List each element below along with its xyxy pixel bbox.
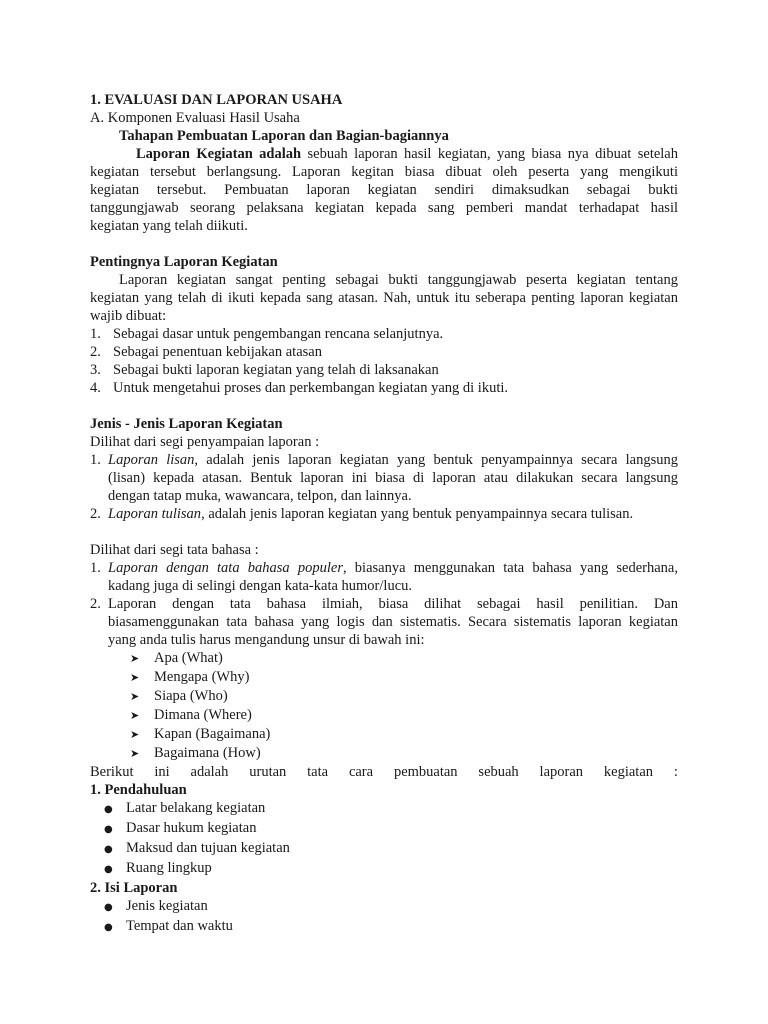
ilmiah-line-2: biasamenggunakan tata bahasa yang logis dan sistematis. Secara sistematis laporan kegiatan <box>108 614 678 630</box>
intro-line-5: kegiatan yang telah diikuti. <box>90 218 248 234</box>
tahapan-heading: Tahapan Pembuatan Laporan dan Bagian-bagiannya <box>119 128 449 144</box>
list-text: Latar belakang kegiatan <box>126 800 266 816</box>
list-item <box>90 379 678 397</box>
list-text: Sebagai bukti laporan kegiatan yang telah di laksanakan <box>113 362 439 378</box>
lisan-line-3: dengan tatap muka, wawancara, telpon, dan lainnya. <box>108 488 412 504</box>
list-text: Tempat dan waktu <box>126 918 233 934</box>
urutan-word: laporan <box>539 764 584 780</box>
list-item <box>104 859 678 879</box>
list-item <box>130 725 678 744</box>
bullet-icon: ● <box>104 824 113 835</box>
pendahuluan-list <box>104 799 678 879</box>
list-item <box>130 668 678 687</box>
isi-list <box>104 897 678 937</box>
list-number: 3. <box>90 362 101 378</box>
jenis-heading: Jenis - Jenis Laporan Kegiatan <box>90 416 283 432</box>
urutan-word: tata <box>307 764 329 780</box>
list-item <box>130 706 678 725</box>
pentingnya-line-2: kegiatan yang telah di ikuti kepada sang atasan. Nah, untuk itu seberapa penting laporan kegiatan <box>90 290 678 306</box>
intro-line-4: tanggungjawab seorang pelaksana kegiatan kepada sang pemberi mandat terhadapat hasil <box>90 200 678 216</box>
list-item <box>104 819 678 839</box>
arrow-bullet-icon: ➤ <box>130 747 140 760</box>
list-text: Dasar hukum kegiatan <box>126 820 257 836</box>
subsection-heading: A. Komponen Evaluasi Hasil Usaha <box>90 110 300 126</box>
list-text: Ruang lingkup <box>126 860 212 876</box>
intro-line-2: kegiatan tersebut berlangsung. Laporan kegitan biasa dibuat oleh peserta yang mengikuti <box>90 164 678 180</box>
lisan-line-2: (lisan) kepada atasan. Bentuk laporan ini biasa di laporan atau dilakukan secara langsung <box>108 470 678 486</box>
lisan-line-1-text: , adalah jenis laporan kegiatan yang bentuk penyampainnya secara langsung <box>194 452 678 468</box>
list-item <box>104 839 678 859</box>
ilmiah-line-3: yang anda tulis harus mengandung unsur di bawah ini: <box>108 632 425 648</box>
urutan-word: pembuatan <box>393 764 458 780</box>
list-number: 2. <box>90 506 101 522</box>
list-number: 2. <box>90 596 101 612</box>
document-title: 1. EVALUASI DAN LAPORAN USAHA <box>90 92 343 108</box>
list-number: 1. <box>90 452 101 468</box>
intro-term: Laporan Kegiatan adalah <box>136 146 302 162</box>
intro-line-1-text: sebuah laporan hasil kegiatan, yang biasa nya dibuat setelah <box>301 146 678 162</box>
bullet-icon: ● <box>104 844 113 855</box>
populer-line-1 <box>108 559 678 577</box>
bullet-icon: ● <box>104 864 113 875</box>
list-text: Mengapa (Why) <box>154 669 250 685</box>
list-item <box>90 343 678 361</box>
intro-line-1 <box>90 145 678 163</box>
list-item <box>130 744 678 763</box>
list-text: Siapa (Who) <box>154 688 228 704</box>
bahasa-item-ilmiah <box>90 595 678 649</box>
list-item <box>104 917 678 937</box>
penyampaian-intro: Dilihat dari segi penyampaian laporan : <box>90 434 320 450</box>
urutan-word: ini <box>154 764 170 780</box>
list-text: Untuk mengetahui proses dan perkembangan kegiatan yang di ikuti. <box>113 380 509 396</box>
jenis-item-lisan <box>90 451 678 505</box>
ilmiah-line-1: Laporan dengan tata bahasa ilmiah, biasa dilihat sebagai hasil penilitian. Dan <box>108 596 678 612</box>
pendahuluan-heading: 1. Pendahuluan <box>90 782 187 798</box>
lisan-term: Laporan lisan <box>108 452 195 468</box>
jenis-item-tulisan <box>90 505 678 523</box>
arrow-bullet-icon: ➤ <box>130 709 140 722</box>
list-text: Kapan (Bagaimana) <box>154 726 271 742</box>
urutan-word: Berikut <box>90 764 134 780</box>
bahasa-intro: Dilihat dari segi tata bahasa : <box>90 542 259 558</box>
list-number: 4. <box>90 380 101 396</box>
urutan-line <box>90 763 678 781</box>
list-number: 2. <box>90 344 101 360</box>
list-text: Sebagai penentuan kebijakan atasan <box>113 344 322 360</box>
urutan-word: sebuah <box>478 764 519 780</box>
tulisan-text: , adalah jenis laporan kegiatan yang bentuk penyampainnya secara tulisan. <box>201 506 634 522</box>
list-item <box>90 325 678 343</box>
pentingnya-list <box>90 325 678 397</box>
populer-term: Laporan dengan tata bahasa populer <box>108 560 343 576</box>
arrow-bullet-icon: ➤ <box>130 728 140 741</box>
list-text: Bagaimana (How) <box>154 745 261 761</box>
lisan-line-1 <box>108 451 678 469</box>
urutan-word: adalah <box>190 764 229 780</box>
list-text: Sebagai dasar untuk pengembangan rencana selanjutnya. <box>113 326 444 342</box>
list-item <box>104 897 678 917</box>
urutan-word: : <box>673 764 678 780</box>
list-number: 1. <box>90 326 101 342</box>
populer-line-1-text: , biasanya menggunakan tata bahasa yang sederhana, <box>342 560 678 576</box>
urutan-word: urutan <box>249 764 287 780</box>
list-item <box>90 361 678 379</box>
list-text: Jenis kegiatan <box>126 898 208 914</box>
urutan-word: cara <box>348 764 374 780</box>
tulisan-term: Laporan tulisan <box>108 506 202 522</box>
intro-line-3: kegiatan tersebut. Pembuatan laporan kegiatan sendiri dimaksudkan sebagai bukti <box>90 182 678 198</box>
unsur-list <box>130 649 678 763</box>
list-text: Apa (What) <box>154 650 223 666</box>
bullet-icon: ● <box>104 922 113 933</box>
list-item <box>104 799 678 819</box>
list-item <box>130 649 678 668</box>
pentingnya-line-1: Laporan kegiatan sangat penting sebagai bukti tanggungjawab peserta kegiatan tentang <box>119 272 678 288</box>
bullet-icon: ● <box>104 902 113 913</box>
bullet-icon: ● <box>104 804 113 815</box>
pentingnya-line-3: wajib dibuat: <box>90 308 167 324</box>
bahasa-item-populer <box>90 559 678 595</box>
arrow-bullet-icon: ➤ <box>130 652 140 665</box>
tulisan-line <box>108 505 678 523</box>
list-item <box>130 687 678 706</box>
list-number: 1. <box>90 560 101 576</box>
populer-line-2: kadang juga di selingi dengan kata-kata humor/lucu. <box>108 578 413 594</box>
document-body <box>90 91 678 937</box>
arrow-bullet-icon: ➤ <box>130 690 140 703</box>
arrow-bullet-icon: ➤ <box>130 671 140 684</box>
list-text: Dimana (Where) <box>154 707 252 723</box>
urutan-word: kegiatan <box>603 764 654 780</box>
list-text: Maksud dan tujuan kegiatan <box>126 840 290 856</box>
pentingnya-heading: Pentingnya Laporan Kegiatan <box>90 254 278 270</box>
isi-heading: 2. Isi Laporan <box>90 880 178 896</box>
